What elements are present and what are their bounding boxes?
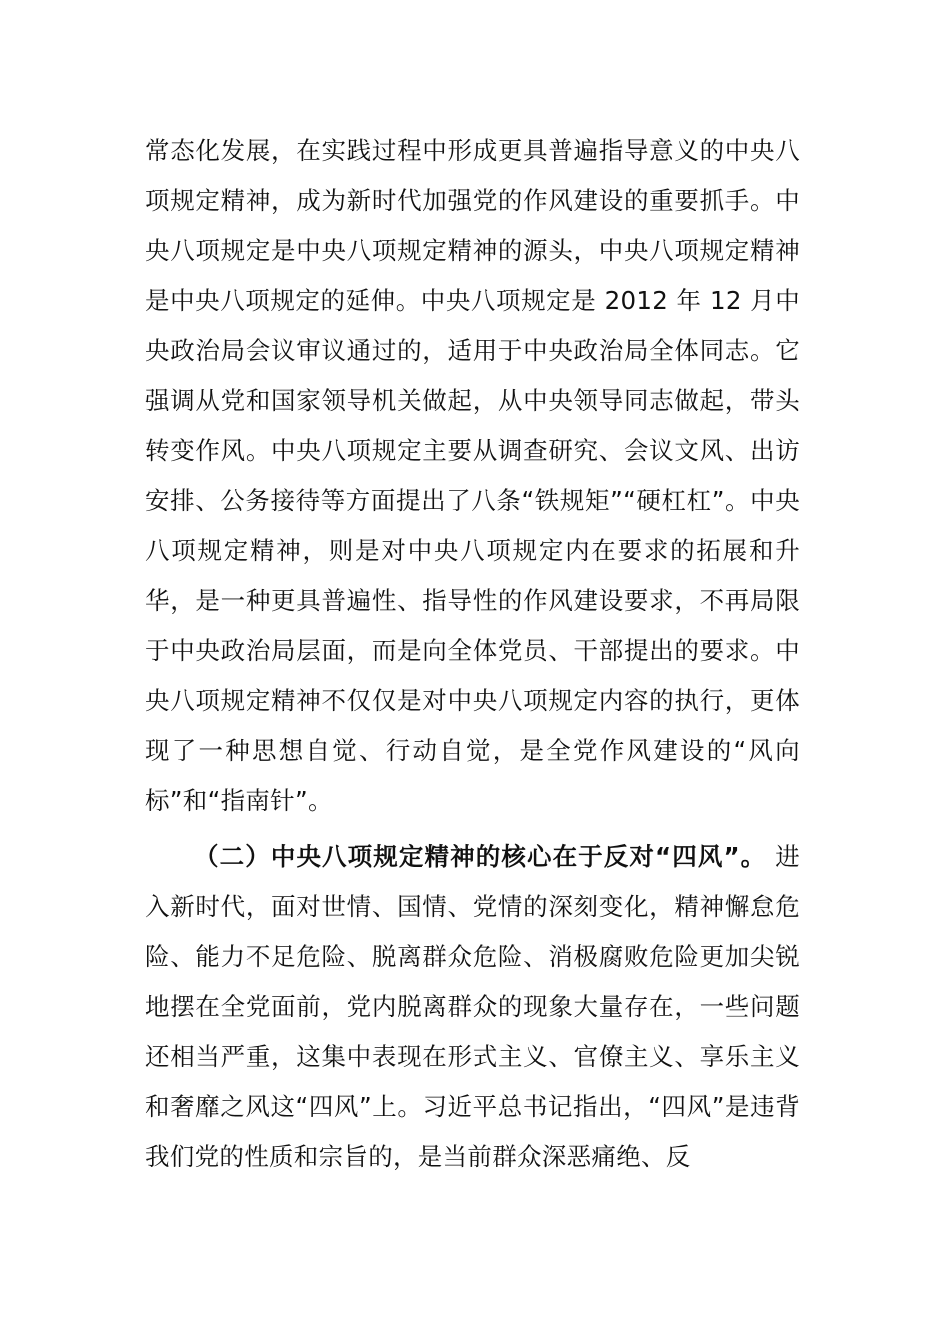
paragraph-2 [145,832,800,1182]
document-body [145,126,800,1182]
section-heading: （二）中央八项规定精神的核心在于反对“四风”。 [194,842,767,871]
paragraph-1-text: 常态化发展，在实践过程中形成更具普遍指导意义的中央八项规定精神，成为新时代加强党的作风建设的重要抓手。中央八项规定是中央八项规定精神的源头，中央八项规定精神是中央八项规定的延伸。中央八项规定是 2012 年 12 月中央政治局会议审议通过的，适用于中央政治局全体同志。它强调从党和国家领导机关做起，从中央领导同志做起，带头转变作风。中央八项规定主要从调查研究、会议文风、出访安排、公务接待等方面提出了八条“铁规矩”“硬杠杠”。中央八项规定精神，则是对中央八项规定内在要求的拓展和升华，是一种更具普遍性、指导性的作风建设要求，不再局限于中央政治局层面，而是向全体党员、干部提出的要求。中央八项规定精神不仅仅是对中央八项规定内容的执行，更体现了一种思想自觉、行动自觉，是全党作风建设的“风向标”和“指南针”。 [145,136,800,815]
paragraph-1 [145,126,800,826]
paragraph-2-text: 进入新时代，面对世情、国情、党情的深刻变化，精神懈怠危险、能力不足危险、脱离群众危险、消极腐败危险更加尖锐地摆在全党面前，党内脱离群众的现象大量存在，一些问题还相当严重，这集中表现在形式主义、官僚主义、享乐主义和奢靡之风这“四风”上。习近平总书记指出，“四风”是违背我们党的性质和宗旨的，是当前群众深恶痛绝、反 [145,842,800,1171]
